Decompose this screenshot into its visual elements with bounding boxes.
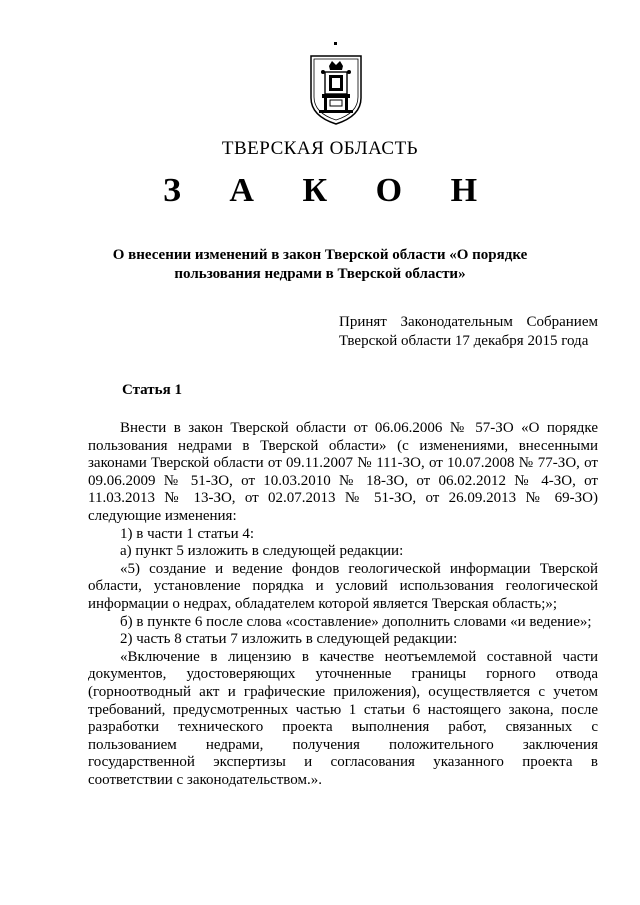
article-heading: Статья 1 [122,382,182,398]
article-paragraph: б) в пункте 6 после слова «составление» дополнить словами «и ведение»; [120,613,592,630]
article-body [88,420,598,789]
article-paragraph: «5) создание и ведение фондов геологической информации Тверской области, установление порядка и условий использования геологической информации о недрах, обладателем которой является Тверская область;»; [88,560,598,612]
adoption-note-line-2: Тверской области 17 декабря 2015 года [339,333,589,349]
article-paragraph: а) пункт 5 изложить в следующей редакции: [120,543,404,560]
article-paragraph: «Включение в лицензию в качестве неотъемлемой составной части документов, удостоверяющих уточненные границы горного отвода (горноотводный акт и графические приложения), осуществляется с учетом требований, предусмотренных частью 1 статьи 6 настоящего закона, после разработки технического проекта выполнения работ, связанных с пользованием недрами, получения положительного заключения государственной экспертизы и согласования указанного проекта в соответствии с законодательством.». [88,648,598,788]
document-title: З А К О Н [162,172,498,209]
adoption-note [339,313,598,351]
article-paragraph: Внести в закон Тверской области от 06.06.2006 № 57-ЗО «О порядке пользования недрами в Тверской области» (с изменениями, внесенными законами Тверской области от 09.11.2007 № 111-ЗО, от 10.07.2008 № 77-ЗО, от 09.06.2009 № 51-ЗО, от 10.03.2010 № 18-ЗО, от 06.02.2012 № 4-ЗО, от 11.03.2013 № 13-ЗО, от 02.07.2013 № 51-ЗО, от 26.09.2013 № 69-ЗО) следующие изменения: [88,420,598,524]
region-name: ТВЕРСКАЯ ОБЛАСТЬ [221,138,419,159]
tver-oblast-coat-of-arms-icon [305,42,367,126]
article-paragraph: 1) в части 1 статьи 4: [120,525,255,542]
adoption-note-line-1: Принят Законодательным Собранием [339,314,598,330]
law-subject: О внесении изменений в закон Тверской области «О порядке пользования недрами в Тверской области» [112,247,528,282]
article-paragraph: 2) часть 8 статьи 7 изложить в следующей редакции: [120,631,458,648]
